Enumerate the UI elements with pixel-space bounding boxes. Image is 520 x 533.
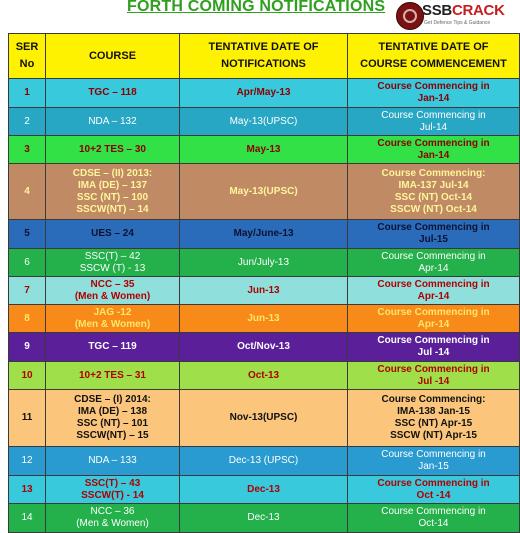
cell-date: Oct-13: [180, 362, 348, 390]
cell-ser: 2: [9, 108, 46, 136]
table-row: [9, 476, 520, 504]
cell-commencement: Course Commencing in Apr-14: [348, 249, 520, 277]
cell-commencement: Course Commencing: IMA-138 Jan-15 SSC (NT) Apr-15 SSCW (NT) Apr-15: [348, 390, 520, 447]
cell-date: Dec-13: [180, 476, 348, 504]
cell-course: NCC – 35 (Men & Women): [46, 277, 180, 305]
header-commencement-date: TENTATIVE DATE OF COURSE COMMENCEMENT: [348, 34, 520, 79]
cell-ser: 1: [9, 79, 46, 108]
cell-course: NCC – 36 (Men & Women): [46, 504, 180, 533]
cell-commencement: Course Commencing in Jan-15: [348, 447, 520, 476]
cell-ser: 9: [9, 333, 46, 362]
table-row: [9, 504, 520, 533]
cell-commencement: Course Commencing in Jul-14: [348, 108, 520, 136]
table-row: [9, 136, 520, 164]
logo-tagline: Get Defence Tips & Guidance: [424, 20, 491, 26]
cell-course: TGC – 118: [46, 79, 180, 108]
header-course: COURSE: [46, 34, 180, 79]
cell-commencement: Course Commencing in Oct -14: [348, 476, 520, 504]
table-header-row: [9, 34, 520, 79]
table-row: [9, 390, 520, 447]
cell-date: May/June-13: [180, 220, 348, 249]
cell-commencement: Course Commencing in Jul -14: [348, 333, 520, 362]
cell-date: Jun-13: [180, 305, 348, 333]
notifications-table: [8, 33, 520, 533]
cell-course: UES – 24: [46, 220, 180, 249]
cell-ser: 6: [9, 249, 46, 277]
cell-course: 10+2 TES – 31: [46, 362, 180, 390]
cell-date: Dec-13 (UPSC): [180, 447, 348, 476]
cell-course: NDA – 133: [46, 447, 180, 476]
cell-commencement: Course Commencing in Apr-14: [348, 305, 520, 333]
cell-commencement: Course Commencing in Oct-14: [348, 504, 520, 533]
cell-course: 10+2 TES – 30: [46, 136, 180, 164]
table-row: [9, 362, 520, 390]
cell-date: Jun/July-13: [180, 249, 348, 277]
table-row: [9, 333, 520, 362]
cell-commencement: Course Commencing in Jan-14: [348, 136, 520, 164]
table-row: [9, 220, 520, 249]
cell-commencement: Course Commencing in Jul -14: [348, 362, 520, 390]
cell-commencement: Course Commencing in Apr-14: [348, 277, 520, 305]
cell-ser: 8: [9, 305, 46, 333]
cell-commencement: Course Commencing: IMA-137 Jul-14 SSC (NT) Oct-14 SSCW (NT) Oct-14: [348, 164, 520, 220]
table-row: [9, 447, 520, 476]
cell-course: SSC(T) – 43 SSCW(T) - 14: [46, 476, 180, 504]
cell-ser: 7: [9, 277, 46, 305]
cell-date: May-13: [180, 136, 348, 164]
logo-wordmark: [422, 2, 505, 19]
cell-ser: 12: [9, 447, 46, 476]
cell-course: CDSE – (II) 2013: IMA (DE) – 137 SSC (NT) – 100 SSCW(NT) – 14: [46, 164, 180, 220]
header-notification-date: TENTATIVE DATE OF NOTIFICATIONS: [180, 34, 348, 79]
table-row: [9, 164, 520, 220]
table-row: [9, 249, 520, 277]
cell-course: CDSE – (I) 2014: IMA (DE) – 138 SSC (NT) – 101 SSCW(NT) – 15: [46, 390, 180, 447]
ssbcrack-logo[interactable]: [396, 0, 520, 32]
cell-date: Oct/Nov-13: [180, 333, 348, 362]
table-row: [9, 277, 520, 305]
logo-brand-prefix: SSB: [422, 2, 452, 19]
cell-course: SSC(T) – 42 SSCW (T) - 13: [46, 249, 180, 277]
page-title: FORTH COMING NOTIFICATIONS: [127, 0, 386, 15]
cell-date: May-13(UPSC): [180, 108, 348, 136]
cell-ser: 14: [9, 504, 46, 533]
cell-commencement: Course Commencing in Jul-15: [348, 220, 520, 249]
cell-date: Apr/May-13: [180, 79, 348, 108]
logo-brand-suffix: CRACK: [451, 2, 505, 19]
logo-emblem-icon: [396, 2, 424, 30]
header-ser-no: SER No: [9, 34, 46, 79]
cell-course: JAG -12 (Men & Women): [46, 305, 180, 333]
table-row: [9, 108, 520, 136]
table-row: [9, 79, 520, 108]
cell-ser: 11: [9, 390, 46, 447]
cell-date: Nov-13(UPSC): [180, 390, 348, 447]
table-row: [9, 305, 520, 333]
cell-date: Jun-13: [180, 277, 348, 305]
cell-course: TGC – 119: [46, 333, 180, 362]
cell-commencement: Course Commencing in Jan-14: [348, 79, 520, 108]
cell-ser: 4: [9, 164, 46, 220]
cell-date: Dec-13: [180, 504, 348, 533]
cell-course: NDA – 132: [46, 108, 180, 136]
cell-ser: 13: [9, 476, 46, 504]
cell-ser: 10: [9, 362, 46, 390]
cell-ser: 3: [9, 136, 46, 164]
cell-ser: 5: [9, 220, 46, 249]
cell-date: May-13(UPSC): [180, 164, 348, 220]
